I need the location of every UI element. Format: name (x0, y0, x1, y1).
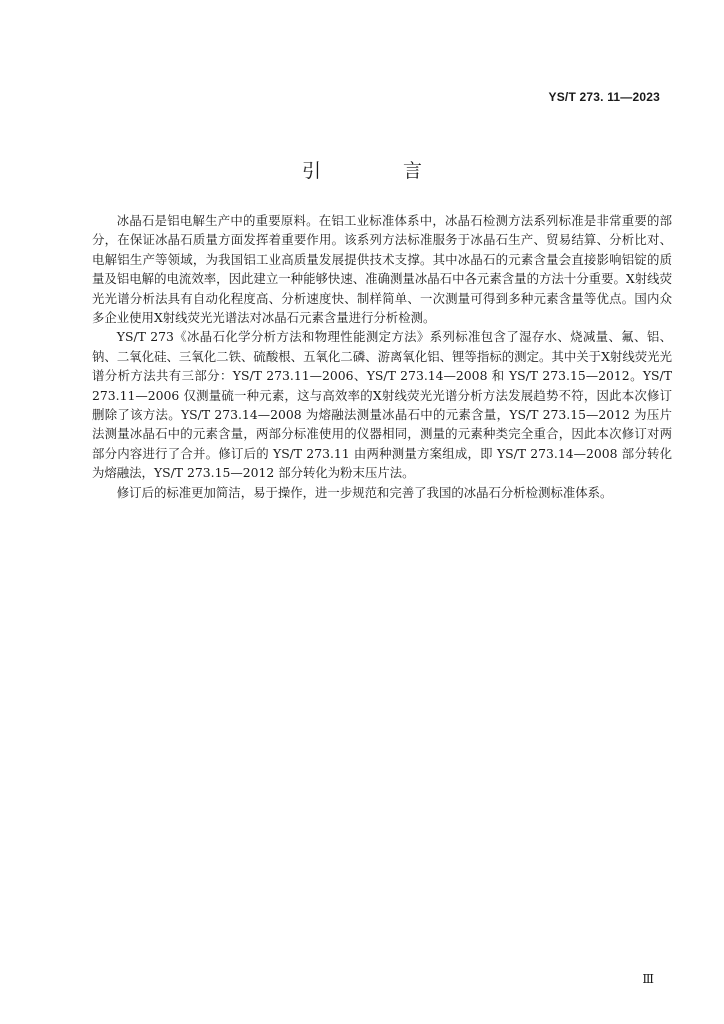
page-title: 引 言 (301, 160, 461, 182)
paragraph-1: 冰晶石是铝电解生产中的重要原料。在铝工业标准体系中，冰晶石检测方法系列标准是非常重要的部分，在保证冰晶石质量方面发挥着重要作用。该系列方法标准服务于冰晶石生产、贸易结算、分析比对、电解铝生产等领域，为我国铝工业高质量发展提供技术支撑。其中冰晶石的元素含量会直接影响铝锭的质量及铝电解的电流效率，因此建立一种能够快速、准确测量冰晶石中各元素含量的方法十分重要。X射线荧光光谱分析法具有自动化程度高、分析速度快、制样简单、一次测量可得到多种元素含量等优点。国内众多企业使用X射线荧光光谱法对冰晶石元素含量进行分析检测。 (92, 213, 672, 326)
paragraph-3: 修订后的标准更加简洁，易于操作，进一步规范和完善了我国的冰晶石分析检测标准体系。 (116, 484, 613, 500)
standard-code: YS/T 273. 11—2023 (548, 90, 660, 104)
paragraph-2: YS/T 273《冰晶石化学分析方法和物理性能测定方法》系列标准包含了湿存水、烧减量、氟、铝、钠、二氧化硅、三氧化二铁、硫酸根、五氧化二磷、游离氧化铝、锂等指标的测定。其中关于X射线荧光光谱分析方法共有三部分：YS/T 273.11—2006、YS/T 273.14—2008 和 YS/T 273.15—2012。YS/T 273.11—2006 仅测量硫一种元素，这与高效率的X射线荧光光谱分析方法发展趋势不符，因此本次修订删除了该方法。YS/T 273.14—2008 为熔融法测量冰晶石中的元素含量，YS/T 273.15—2012 为压片法测量冰晶石中的元素含量，两部分标准使用的仪器相同，测量的元素种类完全重合，因此本次修订对两部分内容进行了合并。修订后的 YS/T 273.11 由两种测量方案组成，即 YS/T 273.14—2008 部分转化为熔融法，YS/T 273.15—2012 部分转化为粉末压片法。 (92, 329, 672, 481)
page-number: Ⅲ (642, 972, 654, 986)
introduction-body (92, 211, 672, 502)
